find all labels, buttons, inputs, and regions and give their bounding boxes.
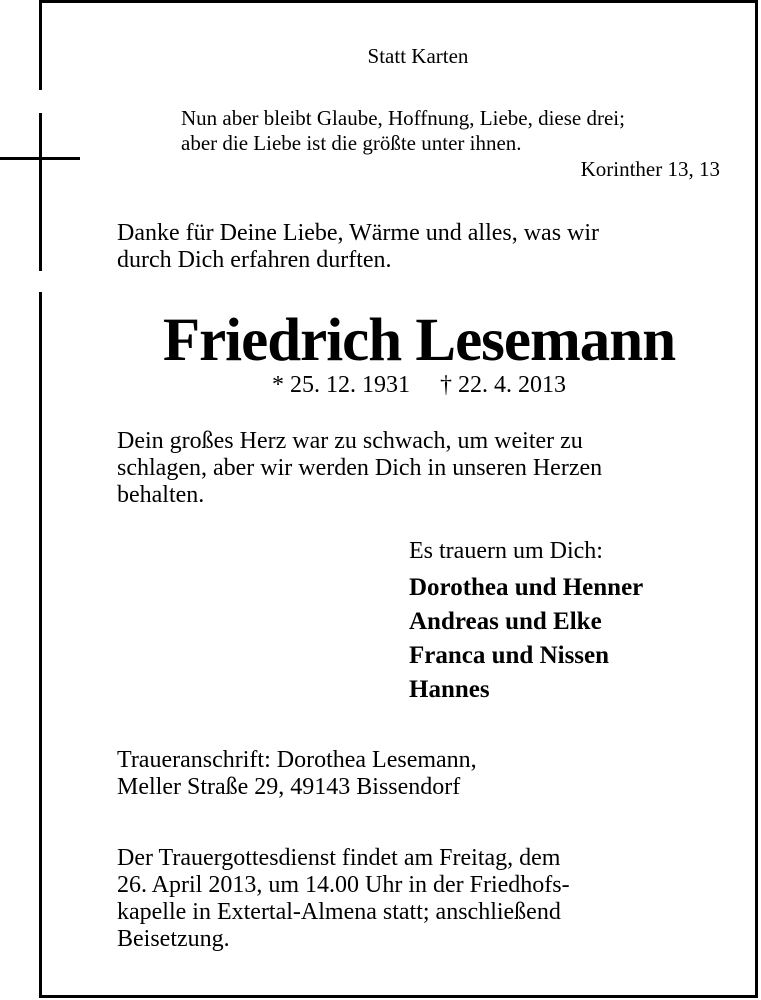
thanks-line: durch Dich erfahren durften. xyxy=(117,247,392,273)
life-dates xyxy=(0,372,761,399)
border-right xyxy=(755,0,758,998)
address-line: Meller Straße 29, 49143 Bissendorf xyxy=(117,774,461,800)
death-date: † 22. 4. 2013 xyxy=(440,372,566,398)
deceased-name: Friedrich Lesemann xyxy=(162,307,676,374)
cross-icon-horizontal xyxy=(0,157,80,160)
verse-line: Nun aber bleibt Glaube, Hoffnung, Liebe, diese drei; xyxy=(181,106,625,130)
mourner-name: Hannes xyxy=(409,676,490,703)
service-line: Beisetzung. xyxy=(117,926,230,952)
border-bottom xyxy=(40,995,758,998)
heart-line: behalten. xyxy=(117,482,205,508)
mourner-name: Andreas und Elke xyxy=(409,608,602,635)
service-line: kapelle in Extertal-Almena statt; anschließend xyxy=(117,899,561,925)
verse-line: aber die Liebe ist die größte unter ihnen. xyxy=(181,131,522,155)
notice-header: Statt Karten xyxy=(367,44,469,68)
mourners-intro: Es trauern um Dich: xyxy=(409,538,603,564)
verse-reference: Korinther 13, 13 xyxy=(580,157,720,181)
thanks-line: Danke für Deine Liebe, Wärme und alles, was wir xyxy=(117,220,600,246)
heart-line: Dein großes Herz war zu schwach, um weiter zu xyxy=(117,428,583,454)
cross-icon-vertical xyxy=(39,113,42,271)
mourner-name: Dorothea und Henner xyxy=(409,574,644,601)
service-line: Der Trauergottesdienst findet am Freitag, dem xyxy=(117,845,561,871)
birth-date: * 25. 12. 1931 xyxy=(272,372,410,398)
border-top xyxy=(40,0,758,3)
heart-line: schlagen, aber wir werden Dich in unseren Herzen xyxy=(117,455,603,481)
mourner-name: Franca und Nissen xyxy=(409,642,610,669)
address-line: Traueranschrift: Dorothea Lesemann, xyxy=(117,747,477,773)
service-line: 26. April 2013, um 14.00 Uhr in der Friedhofs- xyxy=(117,872,570,898)
